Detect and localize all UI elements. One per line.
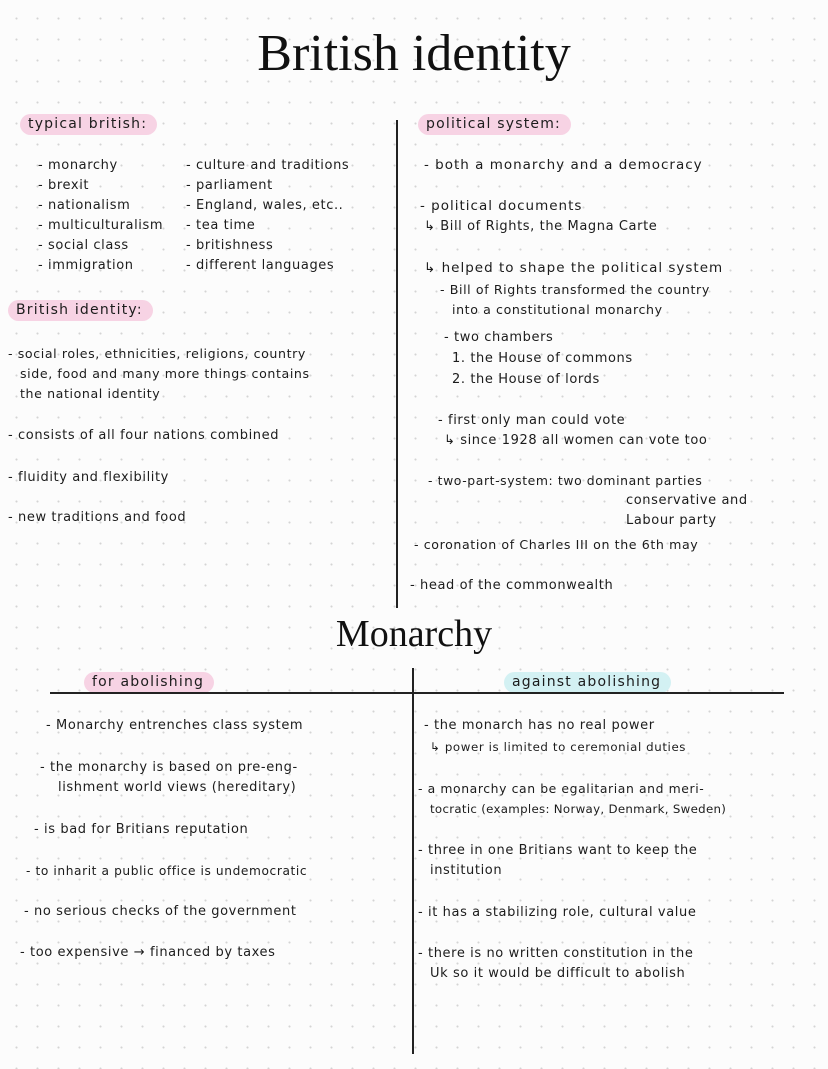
for-line: - is bad for Britians reputation: [34, 822, 249, 837]
typical-british-col1: [38, 156, 163, 276]
against-line: - there is no written constitution in the: [418, 946, 694, 961]
against-line: - three in one Britians want to keep the: [418, 843, 698, 858]
political-line: 2. the House of lords: [452, 372, 600, 387]
monarchy-title: Monarchy: [335, 613, 493, 655]
list-item: - parliament: [186, 178, 273, 193]
political-line: - political documents: [420, 198, 583, 214]
british-identity-heading: British identity:: [8, 300, 153, 321]
list-item: - social class: [38, 238, 129, 253]
list-item: - monarchy: [38, 158, 118, 173]
political-line: 1. the House of commons: [452, 351, 633, 366]
list-item: - culture and traditions: [186, 158, 350, 173]
political-line: - two-part-system: two dominant parties: [428, 473, 703, 488]
for-line: - too expensive → financed by taxes: [20, 945, 276, 960]
list-item: - different languages: [186, 258, 335, 273]
political-line: - both a monarchy and a democracy: [424, 157, 703, 173]
british-identity-point-1: - social roles, ethnicities, religions, country side, food and many more things contains the national identity: [8, 346, 310, 401]
for-line: - no serious checks of the government: [24, 904, 297, 919]
against-line: ↳ power is limited to ceremonial duties: [430, 740, 687, 754]
list-item: - England, wales, etc..: [186, 198, 344, 213]
political-line: - head of the commonwealth: [410, 578, 614, 593]
political-line: Labour party: [626, 513, 717, 528]
political-line: - first only man could vote: [438, 413, 626, 428]
for-line: - to inharit a public office is undemocratic: [26, 864, 308, 878]
against-abolishing-heading: against abolishing: [504, 672, 671, 693]
against-line: institution: [430, 863, 503, 878]
political-line: conservative and: [626, 493, 748, 508]
against-line: - a monarchy can be egalitarian and meri-: [418, 781, 705, 796]
list-item: - tea time: [186, 218, 256, 233]
list-item: - brexit: [38, 178, 90, 193]
political-line: ↳ since 1928 all women can vote too: [444, 433, 708, 448]
section-divider-top: [396, 120, 398, 608]
list-item: - nationalism: [38, 198, 131, 213]
political-line: ↳ Bill of Rights, the Magna Carte: [424, 219, 658, 234]
typical-british-heading: typical british:: [20, 114, 157, 135]
against-line: - the monarch has no real power: [424, 718, 655, 733]
british-identity-point-2: - consists of all four nations combined: [8, 428, 280, 443]
page-title: British identity: [257, 25, 571, 82]
against-line: - it has a stabilizing role, cultural value: [418, 905, 697, 920]
british-identity-point-4: - new traditions and food: [8, 510, 187, 525]
political-system-heading: political system:: [418, 114, 571, 135]
list-item: - britishness: [186, 238, 274, 253]
typical-british-col2: [186, 156, 349, 276]
for-line: - Monarchy entrenches class system: [46, 718, 304, 733]
political-line: ↳ helped to shape the political system: [424, 260, 724, 276]
list-item: - immigration: [38, 258, 134, 273]
for-line: - the monarchy is based on pre-eng-: [40, 760, 298, 775]
monarchy-table-horizontal-line: [50, 692, 784, 694]
british-identity-point-3: - fluidity and flexibility: [8, 470, 169, 485]
monarchy-table-vertical-line: [412, 668, 414, 1054]
for-line: lishment world views (hereditary): [58, 780, 297, 795]
for-abolishing-heading: for abolishing: [84, 672, 214, 693]
against-line: tocratic (examples: Norway, Denmark, Sweden): [430, 802, 727, 816]
list-item: - multiculturalism: [38, 218, 164, 233]
against-line: Uk so it would be difficult to abolish: [430, 966, 686, 981]
political-line: - two chambers: [444, 330, 554, 345]
political-line: into a constitutional monarchy: [452, 302, 663, 317]
political-line: - coronation of Charles III on the 6th may: [414, 537, 699, 552]
political-line: - Bill of Rights transformed the country: [440, 282, 710, 297]
